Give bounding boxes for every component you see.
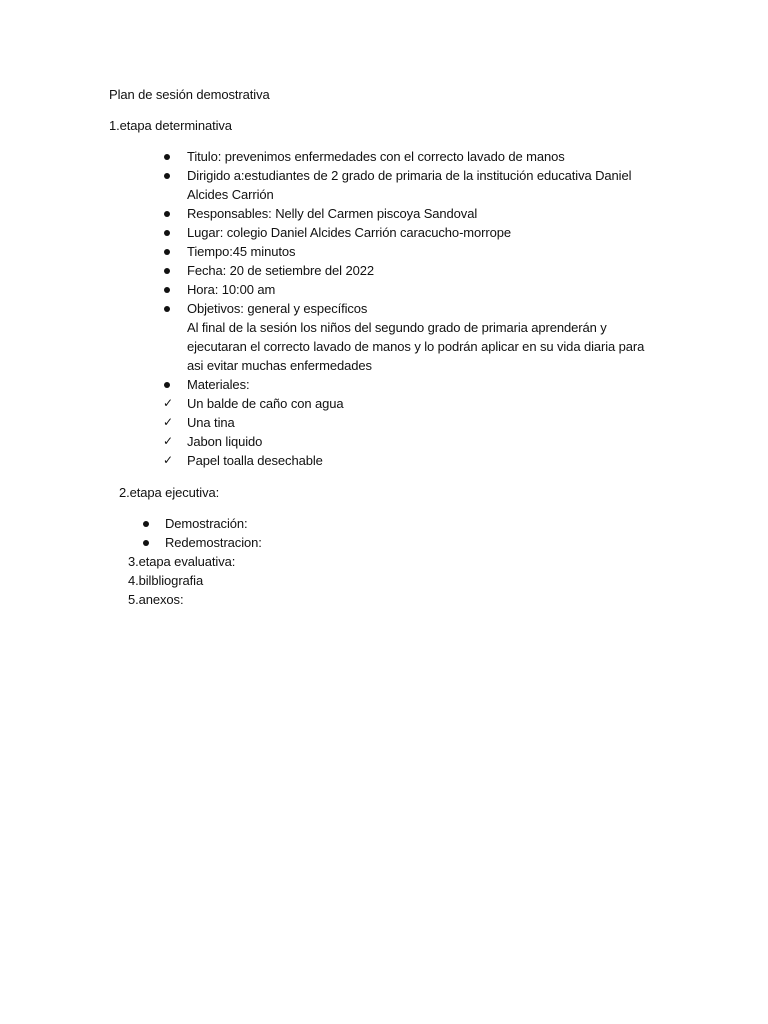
checkmark-icon: ✓ — [163, 453, 173, 467]
checkmark-icon: ✓ — [163, 396, 173, 410]
bullet-icon — [164, 154, 170, 160]
bullet-icon — [164, 287, 170, 293]
bullet-icon — [143, 540, 149, 546]
bullet-icon — [164, 211, 170, 217]
list-item-dirigido-cont: Alcides Carrión — [187, 187, 274, 202]
bullet-icon — [164, 230, 170, 236]
list-item-lugar: Lugar: colegio Daniel Alcides Carrión caracucho-morrope — [187, 225, 512, 240]
objetivos-text-line-2: ejecutaran el correcto lavado de manos y lo podrán aplicar en su vida diaria para — [187, 339, 645, 354]
bullet-icon — [164, 382, 170, 388]
material-item: Una tina — [187, 415, 235, 430]
bullet-icon — [143, 521, 149, 527]
list-item-materiales: Materiales: — [187, 377, 250, 392]
bullet-icon — [164, 173, 170, 179]
material-item: Jabon liquido — [187, 434, 263, 449]
stage5-heading: 5.anexos: — [128, 592, 184, 607]
stage4-heading: 4.bilbliografia — [128, 573, 204, 588]
list-item-objetivos: Objetivos: general y específicos — [187, 301, 368, 316]
objetivos-text-line-1: Al final de la sesión los niños del segundo grado de primaria aprenderán y — [187, 320, 607, 335]
document-title: Plan de sesión demostrativa — [109, 87, 270, 102]
bullet-icon — [164, 268, 170, 274]
stage3-heading: 3.etapa evaluativa: — [128, 554, 236, 569]
bullet-icon — [164, 249, 170, 255]
material-item: Un balde de caño con agua — [187, 396, 344, 411]
list-item-dirigido: Dirigido a:estudiantes de 2 grado de primaria de la institución educativa Daniel — [187, 168, 632, 183]
list-item-titulo: Titulo: prevenimos enfermedades con el correcto lavado de manos — [187, 149, 565, 164]
list-item-responsables: Responsables: Nelly del Carmen piscoya Sandoval — [187, 206, 478, 221]
stage1-heading: 1.etapa determinativa — [109, 118, 232, 133]
list-item-redemostracion: Redemostracion: — [165, 535, 262, 550]
list-item-demostracion: Demostración: — [165, 516, 248, 531]
material-item: Papel toalla desechable — [187, 453, 323, 468]
list-item-fecha: Fecha: 20 de setiembre del 2022 — [187, 263, 374, 278]
bullet-icon — [164, 306, 170, 312]
stage2-heading: 2.etapa ejecutiva: — [119, 485, 220, 500]
objetivos-text-line-3: asi evitar muchas enfermedades — [187, 358, 372, 373]
list-item-tiempo: Tiempo:45 minutos — [187, 244, 296, 259]
checkmark-icon: ✓ — [163, 434, 173, 448]
checkmark-icon: ✓ — [163, 415, 173, 429]
list-item-hora: Hora: 10:00 am — [187, 282, 276, 297]
